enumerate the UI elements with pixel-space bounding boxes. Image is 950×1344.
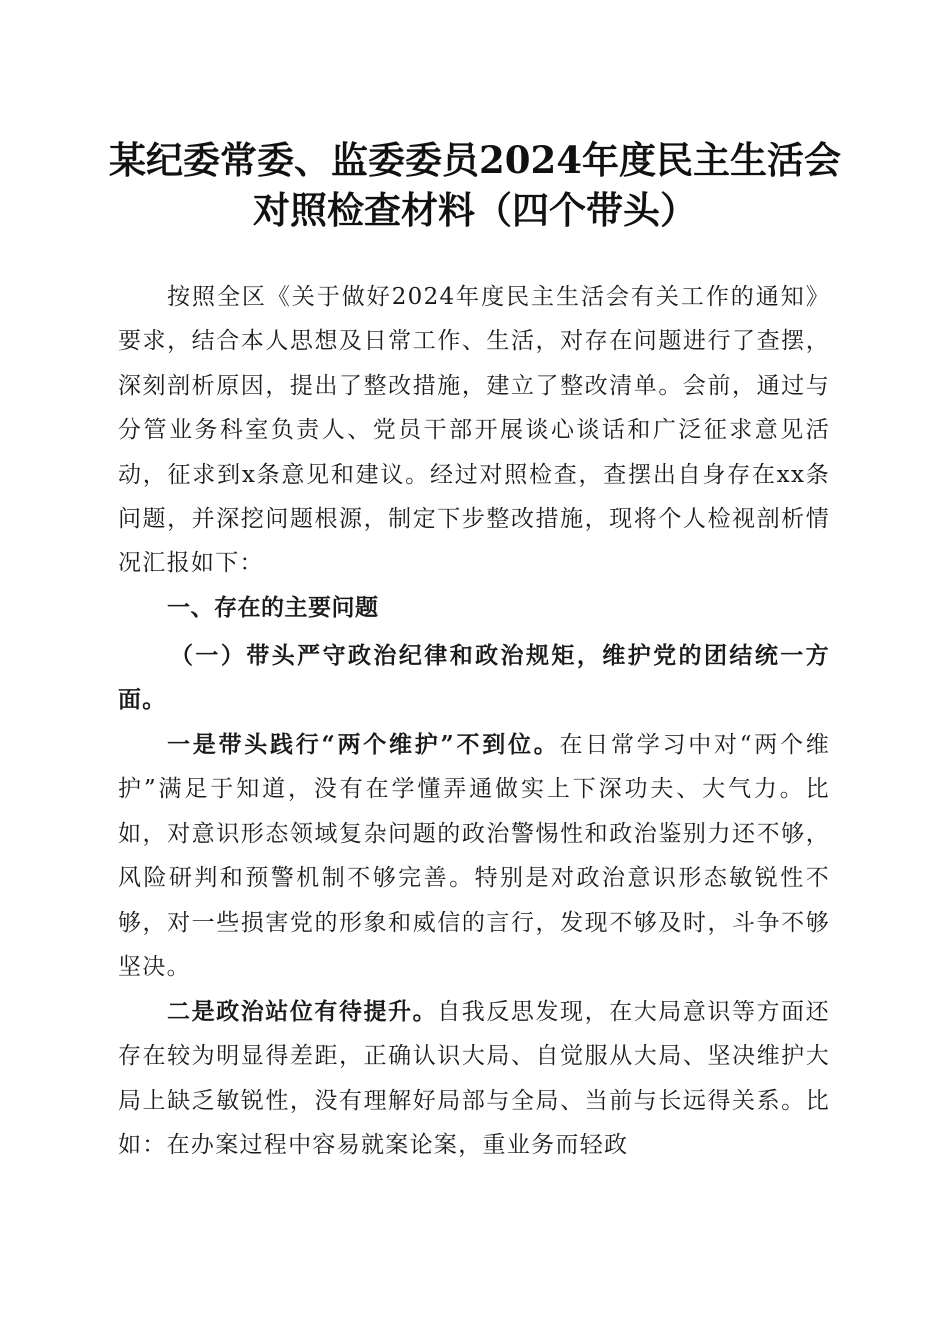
- problem-item-2-body: 自我反思发现，在大局意识等方面还存在较为明显得差距，正确认识大局、自觉服从大局、坚决维护大局上缺乏敏锐性，没有理解好局部与全局、当前与长远得关系。比如：在办案过程中容易就案论案，重业务而轻政: [118, 999, 830, 1159]
- document-title-line-1: 某纪委常委、监委委员2024年度民主生活会: [109, 138, 841, 182]
- problem-item-1-lead: 一是带头践行“两个维护”不到位。: [167, 731, 560, 758]
- intro-paragraph: 按照全区《关于做好2024年度民主生活会有关工作的通知》要求，结合本人思想及日常工作、生活，对存在问题进行了查摆，深刻剖析原因，提出了整改措施，建立了整改清单。会前，通过与分管业务科室负责人、党员干部开展谈心谈话和广泛征求意见活动，征求到x条意见和建议。经过对照检查，查摆出自身存在xx条问题，并深挖问题根源，制定下步整改措施，现将个人检视剖析情况汇报如下：: [118, 284, 830, 577]
- subsection-heading-political-discipline: （一）带头严守政治纪律和政治规矩，维护党的团结统一方面。: [118, 642, 830, 714]
- problem-item-2-lead: 二是政治站位有待提升。: [167, 998, 438, 1025]
- section-heading-main-problems: 一、存在的主要问题: [167, 595, 379, 621]
- problem-item-1: [118, 723, 830, 989]
- problem-item-1-body: 在日常学习中对“两个维护”满足于知道，没有在学懂弄通做实上下深功夫、大气力。比如，对意识形态领域复杂问题的政治警惕性和政治鉴别力还不够，风险研判和预警机制不够完善。特别是对政治意识形态敏锐性不够，对一些损害党的形象和威信的言行，发现不够及时，斗争不够坚决。: [118, 732, 831, 981]
- problem-item-2: [118, 990, 830, 1168]
- document-title-line-2: 对照检查材料（四个带头）: [253, 188, 697, 232]
